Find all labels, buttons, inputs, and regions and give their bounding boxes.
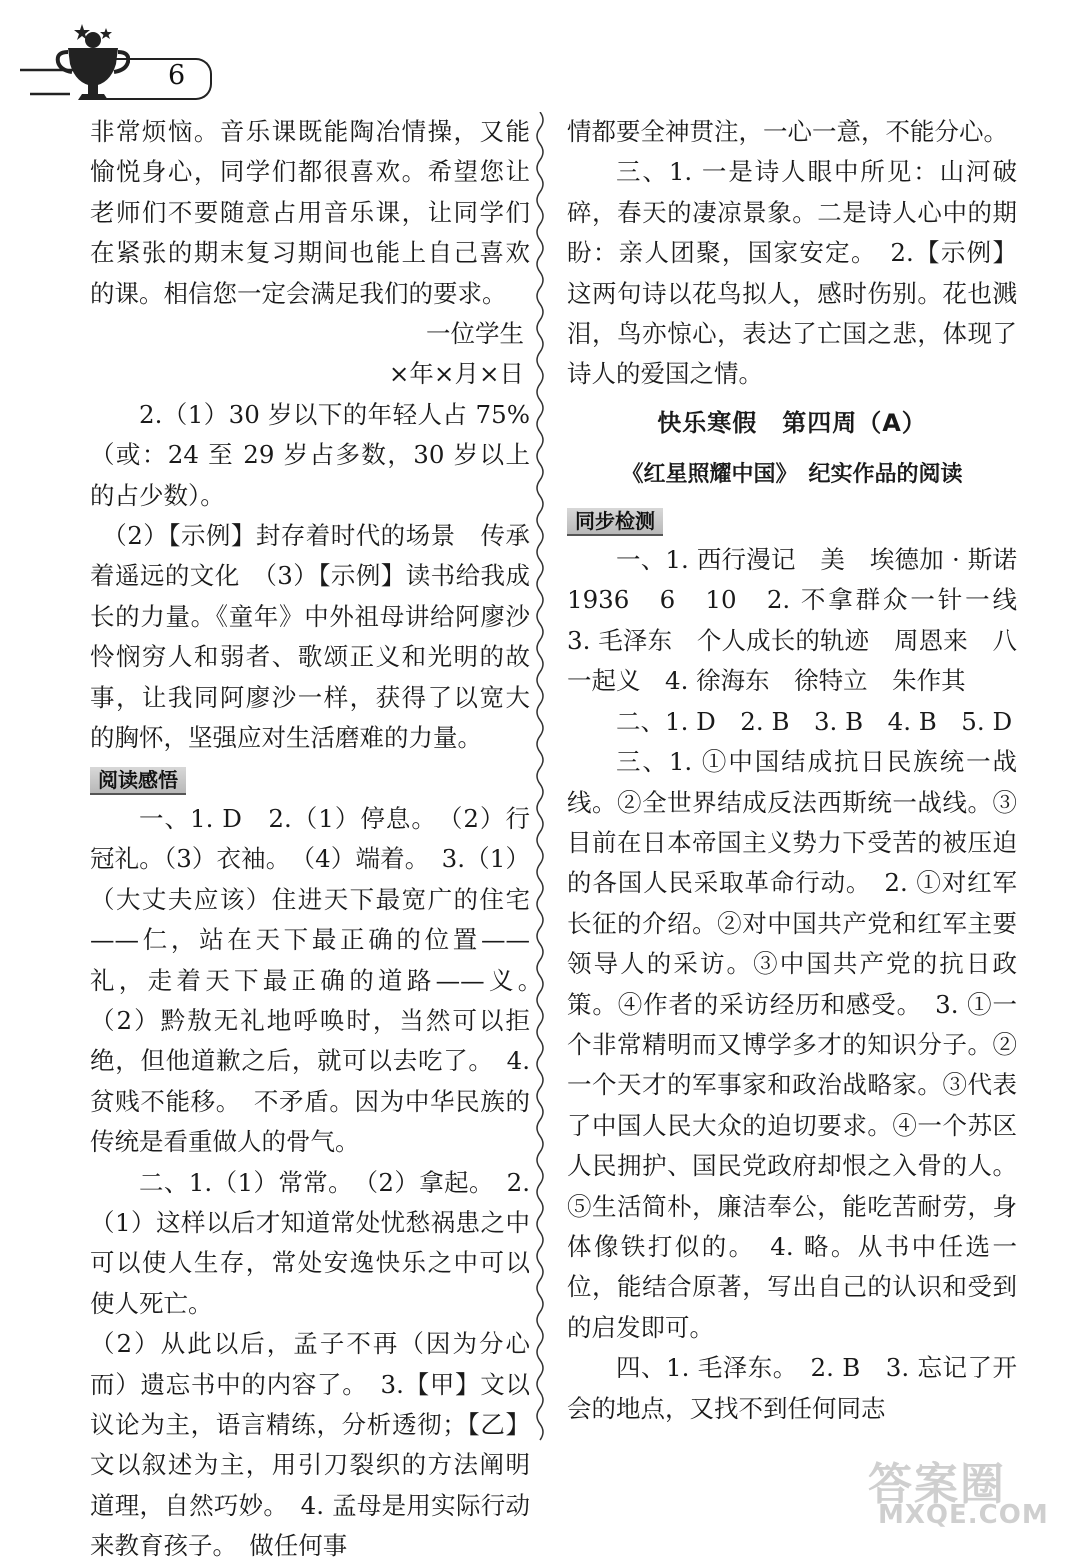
letter-date: ×年×月×日: [388, 359, 524, 389]
letter-body: 非常烦恼。音乐课既能陶冶情操，又能愉悦身心，同学们都很喜欢。希望您让老师们不要随意占用音乐课，让同学们在紧张的期末复习期间也能上自己喜欢的课。相信您一定会满足我们的要求。: [90, 117, 530, 308]
watermark-logo: [848, 1448, 1063, 1533]
reading-answer-1: 一、1. D 2.（1）停息。 （2）行冠礼。（3）衣袖。 （4）端着。 3.（1）（大丈夫应该）住进天下最宽广的住宅——仁，站在天下最正确的位置——礼，走着天下最正确的道路——义。 （2）黔敖无礼地呼唤时，当然可以拒绝，但他道歉之后，就可以去吃了。 4. 贫贱不能移。 不矛盾。因为中华民族的传统是看重做人的骨气。: [90, 803, 555, 1157]
sync-answer-4: 四、1. 毛泽东。 2. B 3. 忘记了开会的地点，又找不到任何同志: [567, 1353, 1017, 1423]
answer-q2-1: 2.（1）30 岁以下的年轻人占 75%（或：24 至 29 岁占多数，30 岁以上的占少数）。: [90, 399, 530, 510]
sync-answer-1: 一、1. 西行漫记 美 埃德加 · 斯诺 1936 6 10 2. 不拿群众一针一线 3. 毛泽东 个人成长的轨迹 周恩来 八一起义 4. 徐海东 徐特立 朱作其: [567, 545, 1042, 696]
column-divider: [530, 112, 550, 1442]
letter-signature: 一位学生: [426, 319, 524, 349]
page-number-frame: [88, 58, 212, 100]
watermark-bottom-text: MXQE.COM: [878, 1500, 1049, 1530]
answer-q2-2: （2）【示例】封存着时代的场景 传承着遥远的文化 （3）【示例】读书给我成长的力量。《童年》中外祖母讲给阿廖沙怜悯穷人和弱者、歌颂正义和光明的故事，让我同阿廖沙一样，获得了以宽大的胸怀，坚强应对生活磨难的力量。: [90, 521, 530, 753]
answer-continuation: 情都要全神贯注，一心一意，不能分心。: [567, 117, 1008, 146]
answer-poem: 三、1. 一是诗人眼中所见：山河破碎，春天的凄凉景象。二是诗人心中的期盼：亲人团聚，国家安定。 2.【示例】这两句诗以花鸟拟人，感时伤别。花也溅泪，鸟亦惊心，表达了亡国之悲，体现了诗人的爱国之情。: [567, 157, 1017, 389]
tag-reading: 阅读感悟: [90, 767, 186, 795]
watermark-top-text: 答案圈: [868, 1459, 1006, 1510]
section-subtitle: 《红星照耀中国》 纪实作品的阅读: [621, 462, 963, 488]
page-header: [0, 0, 1068, 110]
sync-answer-3: 三、1. ①中国结成抗日民族统一战线。②全世界结成反法西斯统一战线。③目前在日本帝国主义势力下受苦的被压迫的各国人民采取革命行动。 2. ①对红军长征的介绍。②对中国共产党和红军主要领导人的采访。③中国共产党的抗日政策。④作者的采访经历和感受。 3. ①一个非常精明而又博学多才的知识分子。②一个天才的军事家和政治战略家。③代表了中国人民大众的迫切要求。④一个苏区人民拥护、国民党政府却恨之入骨的人。⑤生活简朴，廉洁奉公，能吃苦耐劳，身体像铁打似的。 4. 略。从书中任选一位，能结合原著，写出自己的认识和受到的启发即可。: [567, 747, 1017, 1342]
reading-answer-2-cont: （2）从此以后，孟子不再（因为分心而）遗忘书中的内容了。 3.【甲】文以议论为主，语言精练，分析透彻；【乙】文以叙述为主，用引刀裂织的方法阐明道理，自然巧妙。 4. 孟母是用实际行动来教育孩子。 做任何事: [90, 1329, 530, 1561]
tag-sync: 同步检测: [567, 508, 663, 536]
sync-answer-2: 二、1. D 2. B 3. B 4. B 5. D: [616, 706, 1013, 736]
left-column: [90, 112, 555, 1567]
section-title: 快乐寒假 第四周（A）: [657, 408, 927, 437]
reading-answer-2: 二、1.（1）常常。 （2）拿起。 2.（1）这样以后才知道常处忧愁祸患之中可以使人生存，常处安逸快乐之中可以使人死亡。: [90, 1167, 530, 1318]
page-number: 6: [168, 60, 186, 91]
right-column: [567, 112, 1042, 1429]
